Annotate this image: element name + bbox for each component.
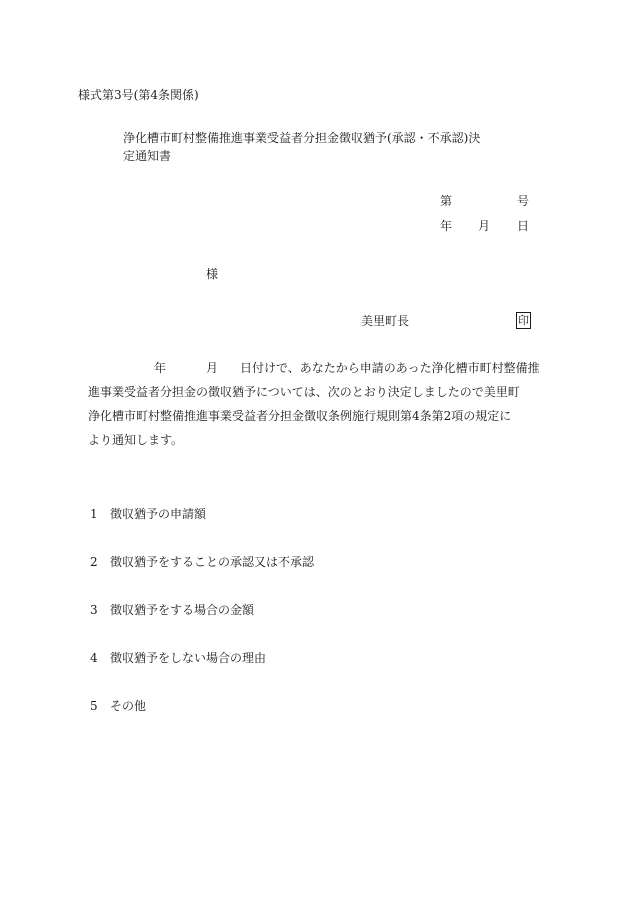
item-number: 3 — [90, 603, 98, 617]
body-line-4: より通知します。 — [88, 433, 184, 447]
body-line-3: 浄化槽市町村整備推進事業受益者分担金徴収条例施行規則第4条第2項の規定に — [88, 409, 512, 423]
date-month-label: 月 — [478, 219, 491, 233]
sender-title: 美里町長 — [361, 314, 410, 328]
item-text: 徴収猶予をすることの承認又は不承認 — [110, 555, 315, 569]
seal-mark: 印 — [518, 314, 529, 327]
list-item — [90, 554, 314, 602]
ref-go: 号 — [517, 194, 530, 208]
list-item — [90, 650, 314, 698]
body-line-1 — [88, 356, 540, 380]
item-number: 2 — [90, 555, 98, 569]
date-year-label: 年 — [440, 219, 453, 233]
item-number: 1 — [90, 507, 98, 521]
item-list — [90, 506, 314, 746]
list-item — [90, 698, 314, 746]
body-year-label: 年 — [154, 361, 167, 375]
item-text: 徴収猶予をしない場合の理由 — [110, 651, 267, 665]
list-item — [90, 506, 314, 554]
addressee-honorific: 様 — [206, 267, 219, 281]
body-line-2: 進事業受益者分担金の徴収猶予については、次のとおり決定しましたので美里町 — [88, 385, 520, 399]
body-line-1-text: 日付けで、あなたから申請のあった浄化槽市町村整備推 — [240, 361, 540, 375]
title-line-1: 浄化槽市町村整備推進事業受益者分担金徴収猶予(承認・不承認)決 — [123, 131, 481, 145]
ref-dai: 第 — [440, 194, 453, 208]
body-month-label: 月 — [206, 361, 219, 375]
date-day-label: 日 — [517, 219, 530, 233]
item-text: 徴収猶予の申請額 — [110, 507, 207, 521]
item-text: その他 — [110, 699, 147, 713]
item-text: 徴収猶予をする場合の金額 — [110, 603, 255, 617]
title-line-2: 定通知書 — [123, 149, 172, 163]
item-number: 5 — [90, 699, 98, 713]
list-item — [90, 602, 314, 650]
body-text — [88, 356, 540, 452]
item-number: 4 — [90, 651, 98, 665]
form-number: 様式第3号(第4条関係) — [78, 88, 199, 102]
